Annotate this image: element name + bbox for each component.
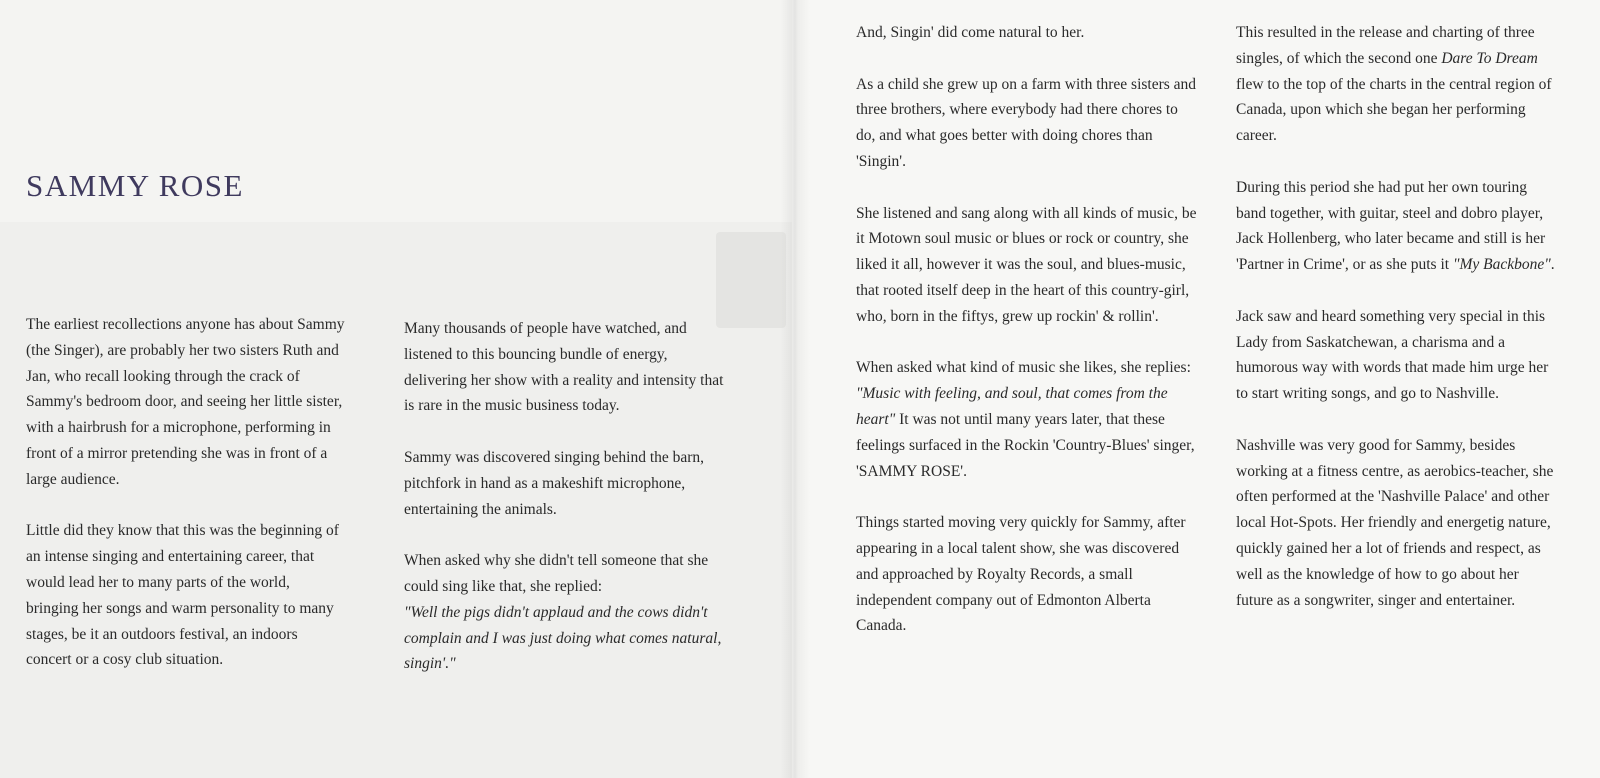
paragraph: Little did they know that this was the beginning of an intense singing and entertaining career, that would lead her to many parts of the world, bringing her songs and warm personality to many stages, be it an outdoors festival, an indoors concert or a cosy club situation. <box>26 522 339 669</box>
quote: "Well the pigs didn't applaud and the cows didn't complain and I was just doing what comes natural, singin'." <box>404 603 722 673</box>
booklet-spine <box>780 0 810 778</box>
column-1 <box>26 312 346 699</box>
paragraph: And, Singin' did come natural to her. <box>856 24 1085 41</box>
paragraph-text: When asked why she didn't tell someone that she could sing like that, she replied: <box>404 552 709 595</box>
paragraph-text: flew to the top of the charts in the central region of Canada, upon which she began her performing career. <box>1236 75 1552 145</box>
paragraph-text: This resulted in the release and charting of three singles, of which the second one <box>1236 24 1535 67</box>
paragraph: Many thousands of people have watched, and listened to this bouncing bundle of energy, delivering her show with a reality and intensity that is rare in the music business today. <box>404 320 724 415</box>
paragraph: Sammy was discovered singing behind the barn, pitchfork in hand as a makeshift microphone, entertaining the animals. <box>404 448 705 518</box>
song-title: Dare To Dream <box>1441 49 1538 67</box>
quote: "Music with feeling, and soul, that comes from the heart" <box>856 385 1168 428</box>
paragraph-text: It was not until many years later, that these feelings surfaced in the Rockin 'Country-Blues' singer, 'SAMMY ROSE'. <box>856 410 1195 480</box>
paragraph-text: When asked what kind of music she likes, she replies: <box>856 359 1191 377</box>
paragraph: Jack saw and heard something very special in this Lady from Saskatchewan, a charisma and a humorous way with words that made him urge her to start writing songs, and go to Nashville. <box>1236 307 1549 403</box>
page-title: SAMMY ROSE <box>26 168 244 203</box>
paragraph: Nashville was very good for Sammy, besides working at a fitness centre, as aerobics-teacher, she often performed at the 'Nashville Palace' and other local Hot-Spots. Her friendly and energetig nature, quickly gained her a lot of friends and respect, as well as the knowledge of how to go about her future as a songwriter, singer and entertainer. <box>1236 436 1554 609</box>
paragraph-text: During this period she had put her own touring band together, with guitar, steel and dobro player, Jack Hollenberg, who later became and still is her 'Partner in Crime', or as she puts it <box>1236 178 1546 274</box>
column-2 <box>404 316 724 703</box>
column-4 <box>1236 20 1556 639</box>
paragraph: Things started moving very quickly for Sammy, after appearing in a local talent show, she was discovered and approached by Royalty Records, a small independent company out of Edmonton Alberta Canada. <box>856 514 1186 635</box>
paragraph <box>856 355 1201 484</box>
paragraph: She listened and sang along with all kinds of music, be it Motown soul music or blues or rock or country, she liked it all, however it was the soul, and blues-music, that rooted itself deep in the heart of this country-girl, who, born in the fiftys, grew up rockin' & rollin'. <box>856 204 1197 325</box>
paragraph <box>1236 20 1556 149</box>
paragraph: As a child she grew up on a farm with three sisters and three brothers, where everybody had there chores to do, and what goes better with doing chores than 'Singin'. <box>856 75 1197 170</box>
paragraph: The earliest recollections anyone has about Sammy (the Singer), are probably her two sisters Ruth and Jan, who recall looking through the crack of Sammy's bedroom door, and seeing her little sister, with a hairbrush for a microphone, performing in front of a mirror pretending she was in front of a large audience. <box>26 316 345 488</box>
paragraph <box>1236 175 1556 278</box>
paragraph <box>404 548 724 677</box>
paragraph-text: . <box>1550 256 1555 274</box>
column-3 <box>856 20 1201 665</box>
quote: "My Backbone" <box>1452 256 1551 274</box>
tape-mark <box>716 232 786 328</box>
